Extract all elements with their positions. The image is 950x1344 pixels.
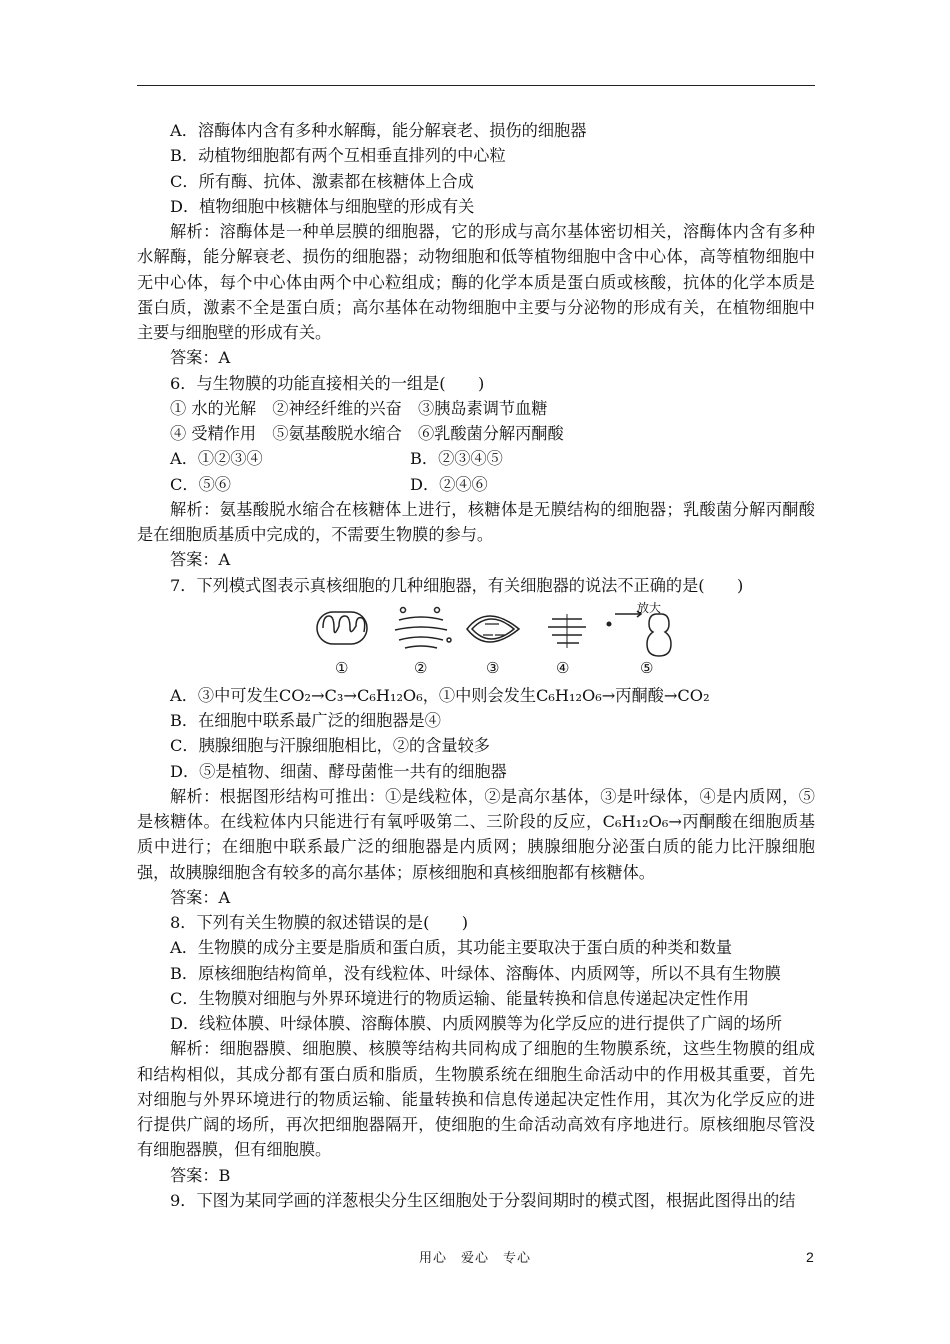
q6-option-c: C．⑤⑥ <box>170 474 231 494</box>
q5-option-d: D．植物细胞中核糖体与细胞壁的形成有关 <box>170 196 475 216</box>
q7-option-d: D．⑤是植物、细菌、酵母菌惟一共有的细胞器 <box>170 761 507 781</box>
page-footer: 用心 爱心 专心 <box>418 1251 531 1266</box>
q5-option-a: A．溶酶体内含有多种水解酶，能分解衰老、损伤的细胞器 <box>170 121 587 140</box>
q6-option-d: D．②④⑥ <box>410 474 488 494</box>
chloroplast-drawing <box>467 616 519 642</box>
q5-analysis: 解析：溶酶体是一种单层膜的细胞器，它的形成与高尔基体密切相关，溶酶体内含有多种水解酶，能分解衰老、损伤的细胞器；动物细胞和低等植物细胞中含中心体，高等植物细胞中无中心体，每个中心体由两个中心粒组成；酶的化学本质是蛋白质或核酸，抗体的化学本质是蛋白质，激素不全是蛋白质；高尔基体在动物细胞中主要与分泌物的形成有关，在植物细胞中主要与细胞壁的形成有关。 <box>137 222 815 342</box>
q6-analysis: 解析：氨基酸脱水缩合在核糖体上进行，核糖体是无膜结构的细胞器；乳酸菌分解丙酮酸是在细胞质基质中完成的，不需要生物膜的参与。 <box>137 499 815 544</box>
q5-option-c: C．所有酶、抗体、激素都在核糖体上合成 <box>170 171 474 191</box>
q7-option-a: A．③中可发生CO₂→C₃→C₆H₁₂O₆，①中则会发生C₆H₁₂O₆→丙酮酸→CO₂ <box>170 685 710 705</box>
q7-option-c: C．胰腺细胞与汗腺细胞相比，②的含量较多 <box>170 736 490 756</box>
q5-option-b: B．动植物细胞都有两个互相垂直排列的中心粒 <box>170 146 506 166</box>
q7-option-b: B．在细胞中联系最广泛的细胞器是④ <box>170 711 441 730</box>
q8-option-c: C．生物膜对细胞与外界环境进行的物质运输、能量转换和信息传递起决定性作用 <box>170 988 749 1008</box>
document-body <box>137 118 815 1213</box>
figure-label-1: ① <box>335 658 349 677</box>
q6-items-1: ① 水的光解 ②神经纤维的兴奋 ③胰岛素调节血糖 <box>170 398 548 418</box>
q8-stem: 8．下列有关生物膜的叙述错误的是( ) <box>170 913 469 932</box>
q6-stem: 6．与生物膜的功能直接相关的一组是( ) <box>170 373 485 393</box>
organelle-diagram <box>137 602 815 662</box>
q6-answer: 答案：A <box>170 550 231 570</box>
figure-label-3: ③ <box>486 658 500 677</box>
q8-option-d: D．线粒体膜、叶绿体膜、溶酶体膜、内质网膜等为化学反应的进行提供了广阔的场所 <box>170 1014 782 1033</box>
magnify-label: 放大 <box>637 600 662 615</box>
q8-option-a: A．生物膜的成分主要是脂质和蛋白质，其功能主要取决于蛋白质的种类和数量 <box>170 938 733 958</box>
q6-options-row-2 <box>137 472 815 497</box>
header-rule <box>137 85 815 86</box>
q7-analysis: 解析：根据图形结构可推出：①是线粒体，②是高尔基体，③是叶绿体，④是内质网，⑤是核糖体。在线粒体内只能进行有氧呼吸第二、三阶段的反应，C₆H₁₂O₆→丙酮酸在细胞质基质中进行；在细胞中联系最广泛的细胞器是内质网；胰腺细胞分泌蛋白质的能力比汗腺细胞强，故胰腺细胞含有较多的高尔基体；原核细胞和真核细胞都有核糖体。 <box>137 786 815 882</box>
q6-options-row-1 <box>137 446 815 471</box>
q8-option-b: B．原核细胞结构简单，没有线粒体、叶绿体、溶酶体、内质网等，所以不具有生物膜 <box>170 963 781 983</box>
q6-option-a: A．①②③④ <box>170 449 263 469</box>
er-drawing <box>548 614 586 648</box>
q6-option-b: B．②③④⑤ <box>410 449 503 469</box>
figure-label-2: ② <box>414 658 428 677</box>
q7-answer: 答案：A <box>170 887 231 907</box>
figure-label-5: ⑤ <box>640 658 654 677</box>
q8-answer: 答案：B <box>170 1165 231 1185</box>
organelle-figure <box>137 602 815 680</box>
page-number: 2 <box>806 1249 814 1265</box>
q5-answer: 答案：A <box>170 348 231 368</box>
golgi-drawing <box>395 607 451 648</box>
mitochondrion-drawing <box>317 612 367 644</box>
figure-label-4: ④ <box>556 658 570 677</box>
q8-analysis: 解析：细胞器膜、细胞膜、核膜等结构共同构成了细胞的生物膜系统，这些生物膜的组成和结构相似，其成分都有蛋白质和脂质，生物膜系统在细胞生命活动中的作用极其重要，首先对细胞与外界环境进行的物质运输、能量转换和信息传递起决定性作用，其次为化学反应的进行提供广阔的场所，再次把细胞器隔开，使细胞的生命活动高效有序地进行。原核细胞尽管没有细胞器膜，但有细胞膜。 <box>137 1039 815 1160</box>
q7-stem: 7．下列模式图表示真核细胞的几种细胞器，有关细胞器的说法不正确的是( ) <box>170 575 744 595</box>
q9-stem: 9．下图为某同学画的洋葱根尖分生区细胞处于分裂间期时的模式图，根据此图得出的结 <box>170 1190 796 1210</box>
q6-items-2: ④ 受精作用 ⑤氨基酸脱水缩合 ⑥乳酸菌分解丙酮酸 <box>170 424 564 443</box>
